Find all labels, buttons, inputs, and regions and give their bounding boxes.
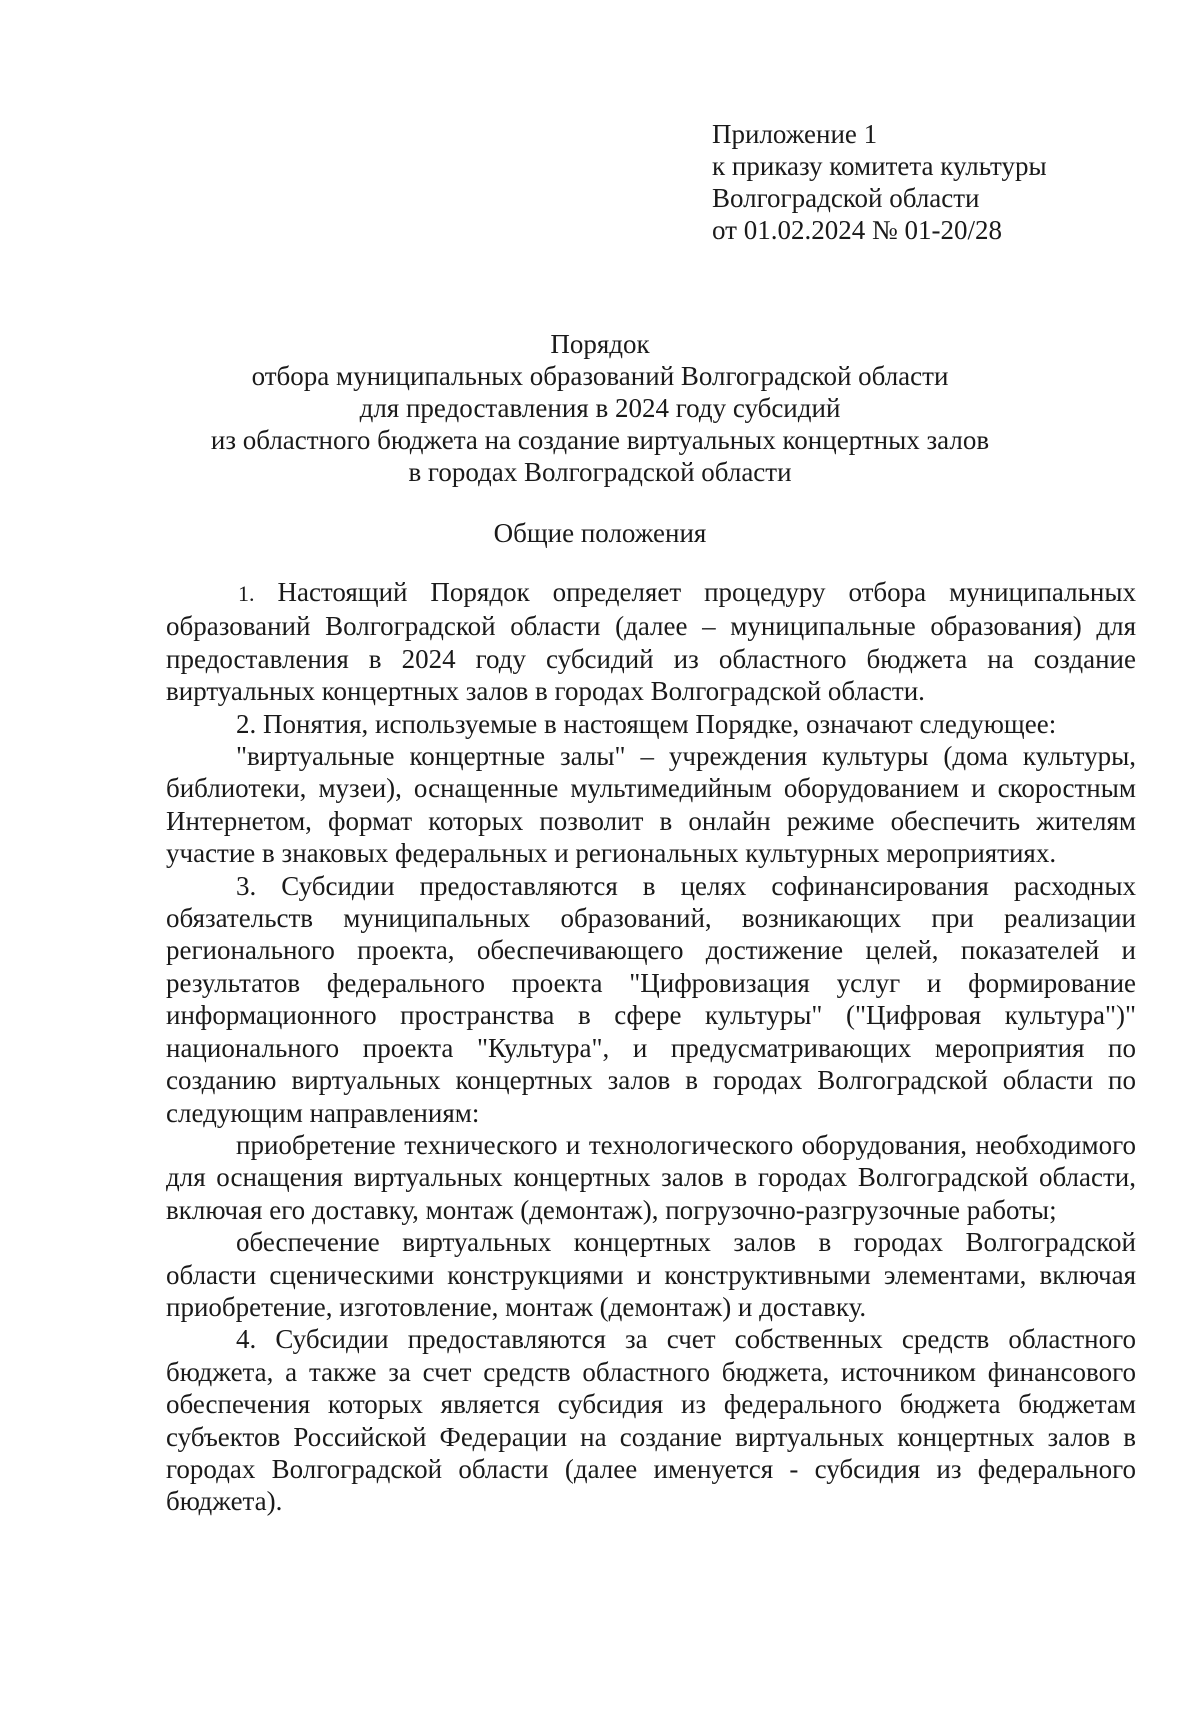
title-line-2: отбора муниципальных образований Волгоградской области	[251, 361, 949, 391]
annex-line-4: от 01.02.2024 № 01-20/28	[712, 215, 1002, 245]
paragraph-1-text: Настоящий Порядок определяет процедуру отбора муниципальных образований Волгоградской области (далее – муниципальные образования) для предоставления в 2024 году субсидий из областного бюджета на создание виртуальных концертных залов в городах Волгоградской области.	[166, 577, 1136, 707]
title-line-1: Порядок	[550, 329, 650, 359]
annex-line-1: Приложение 1	[712, 119, 878, 149]
section-heading: Общие положения	[493, 518, 707, 548]
title-line-3: для предоставления в 2024 году субсидий	[359, 393, 841, 423]
document-title	[150, 328, 1050, 488]
paragraph-3: 3. Субсидии предоставляются в целях софинансирования расходных обязательств муниципальных образований, возникающих при реализации регионального проекта, обеспечивающего достижение целей, показателей и результатов федерального проекта "Цифровизация услуг и формирование информационного пространства в сфере культуры" ("Цифровая культура")" национального проекта "Культура", и предусматривающих мероприятия по созданию виртуальных концертных залов в городах Волгоградской области по следующим направлениям:	[166, 870, 1136, 1128]
document-body	[166, 576, 1136, 1518]
title-line-5: в городах Волгоградской области	[408, 457, 792, 487]
paragraph-3-item-a: приобретение технического и технологического оборудования, необходимого для оснащения виртуальных концертных залов в городах Волгоградской области, включая его доставку, монтаж (демонтаж), погрузочно-разгрузочные работы;	[166, 1129, 1136, 1225]
paragraph-2: 2. Понятия, используемые в настоящем Порядке, означают следующее:	[236, 708, 1057, 739]
annex-line-2: к приказу комитета культуры	[712, 151, 1047, 181]
annex-line-3: Волгоградской области	[712, 183, 980, 213]
paragraph-1	[166, 576, 1136, 708]
paragraph-3-item-b: обеспечение виртуальных концертных залов в городах Волгоградской области сценическими конструкциями и конструктивными элементами, включая приобретение, изготовление, монтаж (демонтаж) и доставку.	[166, 1227, 1136, 1322]
paragraph-4: 4. Субсидии предоставляются за счет собственных средств областного бюджета, а также за счет средств областного бюджета, источником финансового обеспечения которых является субсидия из федерального бюджета бюджетам субъектов Российской Федерации на создание виртуальных концертных залов в городах Волгоградской области (далее именуется - субсидия из федерального бюджета).	[166, 1324, 1136, 1517]
title-line-4: из областного бюджета на создание виртуальных концертных залов	[210, 425, 990, 455]
paragraph-2-definition: "виртуальные концертные залы" – учреждения культуры (дома культуры, библиотеки, музеи), оснащенные мультимедийным оборудованием и скоростным Интернетом, формат которых позволит в онлайн режиме обеспечить жителям участие в знаковых федеральных и региональных культурных мероприятиях.	[166, 741, 1136, 869]
paragraph-1-number: 1.	[238, 581, 255, 606]
annex-block	[712, 118, 1047, 246]
